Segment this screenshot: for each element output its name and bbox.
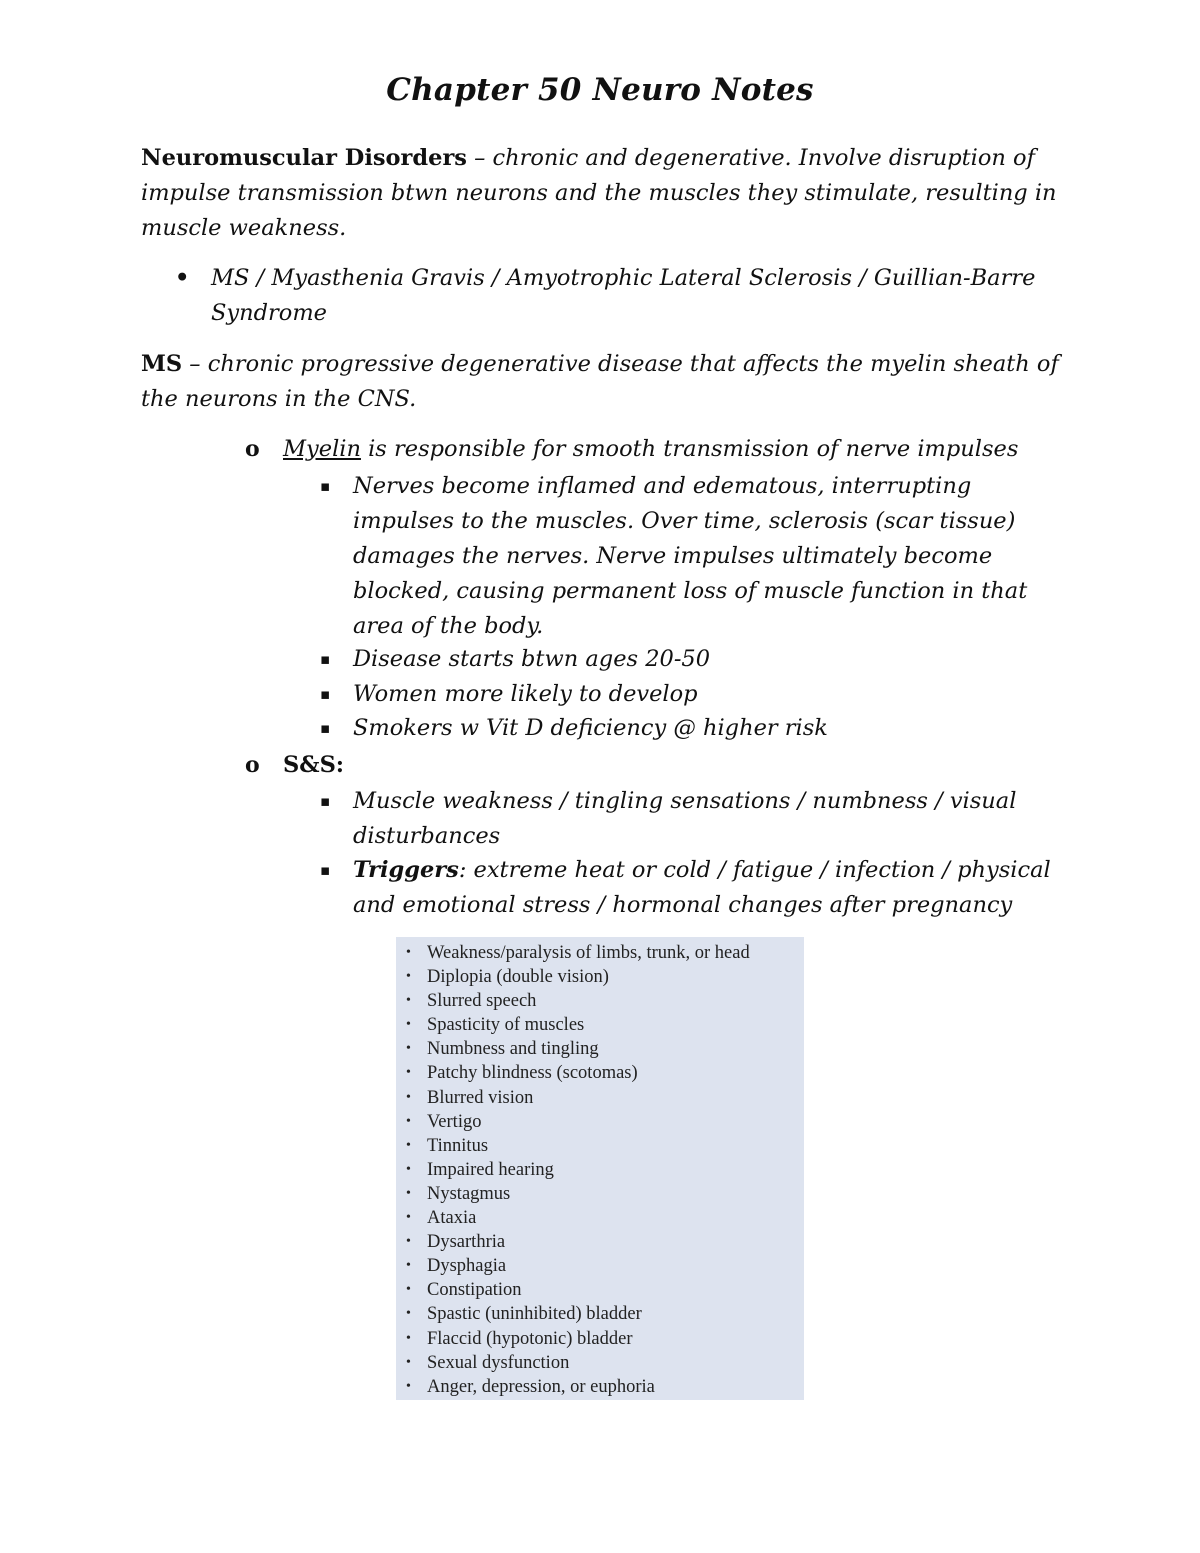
women-item: Women more likely to develop <box>353 681 698 707</box>
symptom-item: • Vertigo <box>406 1111 482 1132</box>
bullet-dot: • <box>406 1282 411 1298</box>
symptom-item: • Anger, depression, or euphoria <box>406 1376 655 1397</box>
symptom-item: • Numbness and tingling <box>406 1039 599 1060</box>
symptom-item: • Nystagmus <box>406 1183 511 1204</box>
bullet-dot: • <box>406 1137 411 1153</box>
symptom-item: • Impaired hearing <box>406 1159 554 1180</box>
ms-paragraph <box>141 347 1061 417</box>
symptom-item: • Flaccid (hypotonic) bladder <box>406 1328 633 1349</box>
neuromuscular-line-3: muscle weakness. <box>141 215 347 241</box>
symptoms-list <box>396 937 804 1399</box>
ss-item: Muscle weakness / tingling sensations / numbness / visual disturbances <box>353 788 1017 849</box>
bullet-dot: • <box>406 969 411 985</box>
symptom-item: • Slurred speech <box>406 991 537 1012</box>
bullet-dot: • <box>406 1258 411 1274</box>
square-bullet: ▪ <box>320 719 331 737</box>
symptoms-image <box>396 937 804 1400</box>
symptom-item: • Sexual dysfunction <box>406 1352 570 1373</box>
smokers-item: Smokers w Vit D deficiency @ higher risk <box>353 715 828 741</box>
bullet-dot: • <box>175 265 190 291</box>
bullet-dot: • <box>406 1354 411 1370</box>
bullet-dot: • <box>406 1234 411 1250</box>
nerves-item: Nerves become inflamed and edematous, interrupting impulses to the muscles. Over time, sclerosis (scar tissue) damages the nerves. Nerve impulses ultimately become blocked, causing permanent loss of muscle function in that area of the body. <box>353 473 1028 639</box>
disorders-list-item: MS / Myasthenia Gravis / Amyotrophic Lateral Sclerosis / Guillian-Barre Syndrome <box>211 265 1036 326</box>
triggers-label: Triggers <box>353 857 459 883</box>
neuromuscular-line-1: Neuromuscular Disorders – chronic and degenerative. Involve disruption of <box>141 145 1035 171</box>
ms-line-1: MS – chronic progressive degenerative disease that affects the myelin sheath of <box>141 351 1059 377</box>
symptom-item: • Ataxia <box>406 1208 477 1229</box>
symptom-item: • Dysarthria <box>406 1232 506 1253</box>
bullet-dot: • <box>406 1330 411 1346</box>
circle-bullet: o <box>245 436 260 462</box>
circle-bullet: o <box>245 752 260 778</box>
ss-heading: S&S: <box>283 752 345 778</box>
symptom-item: • Constipation <box>406 1280 522 1301</box>
ms-heading: MS <box>141 351 183 377</box>
myelin-word: Myelin <box>283 436 361 462</box>
symptom-item: • Patchy blindness (scotomas) <box>406 1063 638 1084</box>
bullet-dot: • <box>406 1378 411 1394</box>
bullet-dot: • <box>406 1306 411 1322</box>
bullet-dot: • <box>406 1065 411 1081</box>
onset-item: Disease starts btwn ages 20-50 <box>353 646 711 672</box>
bullet-dot: • <box>406 1185 411 1201</box>
neuromuscular-paragraph <box>141 141 1061 246</box>
triggers-item: Triggers: extreme heat or cold / fatigue / infection / physical and emotional stress / hormonal changes after pregnancy <box>353 857 1051 918</box>
bullet-dot: • <box>406 1161 411 1177</box>
myelin-item: Myelin is responsible for smooth transmission of nerve impulses <box>283 436 1019 462</box>
bullet-dot: • <box>406 1041 411 1057</box>
neuromuscular-heading: Neuromuscular Disorders <box>141 145 467 171</box>
bullet-dot: • <box>406 993 411 1009</box>
symptom-item: • Dysphagia <box>406 1256 507 1277</box>
square-bullet: ▪ <box>320 650 331 668</box>
symptom-item: • Blurred vision <box>406 1087 534 1108</box>
symptom-item: • Spasticity of muscles <box>406 1015 585 1036</box>
page-title: Chapter 50 Neuro Notes <box>386 72 814 108</box>
symptom-item: • Tinnitus <box>406 1135 489 1156</box>
symptom-item: • Diplopia (double vision) <box>406 967 609 988</box>
symptom-item: • Spastic (uninhibited) bladder <box>406 1304 642 1325</box>
symptom-item: • Weakness/paralysis of limbs, trunk, or head <box>406 943 750 963</box>
bullet-dot: • <box>406 1113 411 1129</box>
square-bullet: ▪ <box>320 861 331 879</box>
neuromuscular-line-2: impulse transmission btwn neurons and the muscles they stimulate, resulting in <box>141 180 1057 206</box>
bullet-dot: • <box>406 1089 411 1105</box>
square-bullet: ▪ <box>320 477 331 495</box>
bullet-dot: • <box>406 1017 411 1033</box>
bullet-dot: • <box>406 1210 411 1226</box>
square-bullet: ▪ <box>320 685 331 703</box>
square-bullet: ▪ <box>320 792 331 810</box>
ms-line-2: the neurons in the CNS. <box>141 386 417 412</box>
bullet-dot: • <box>406 945 411 960</box>
